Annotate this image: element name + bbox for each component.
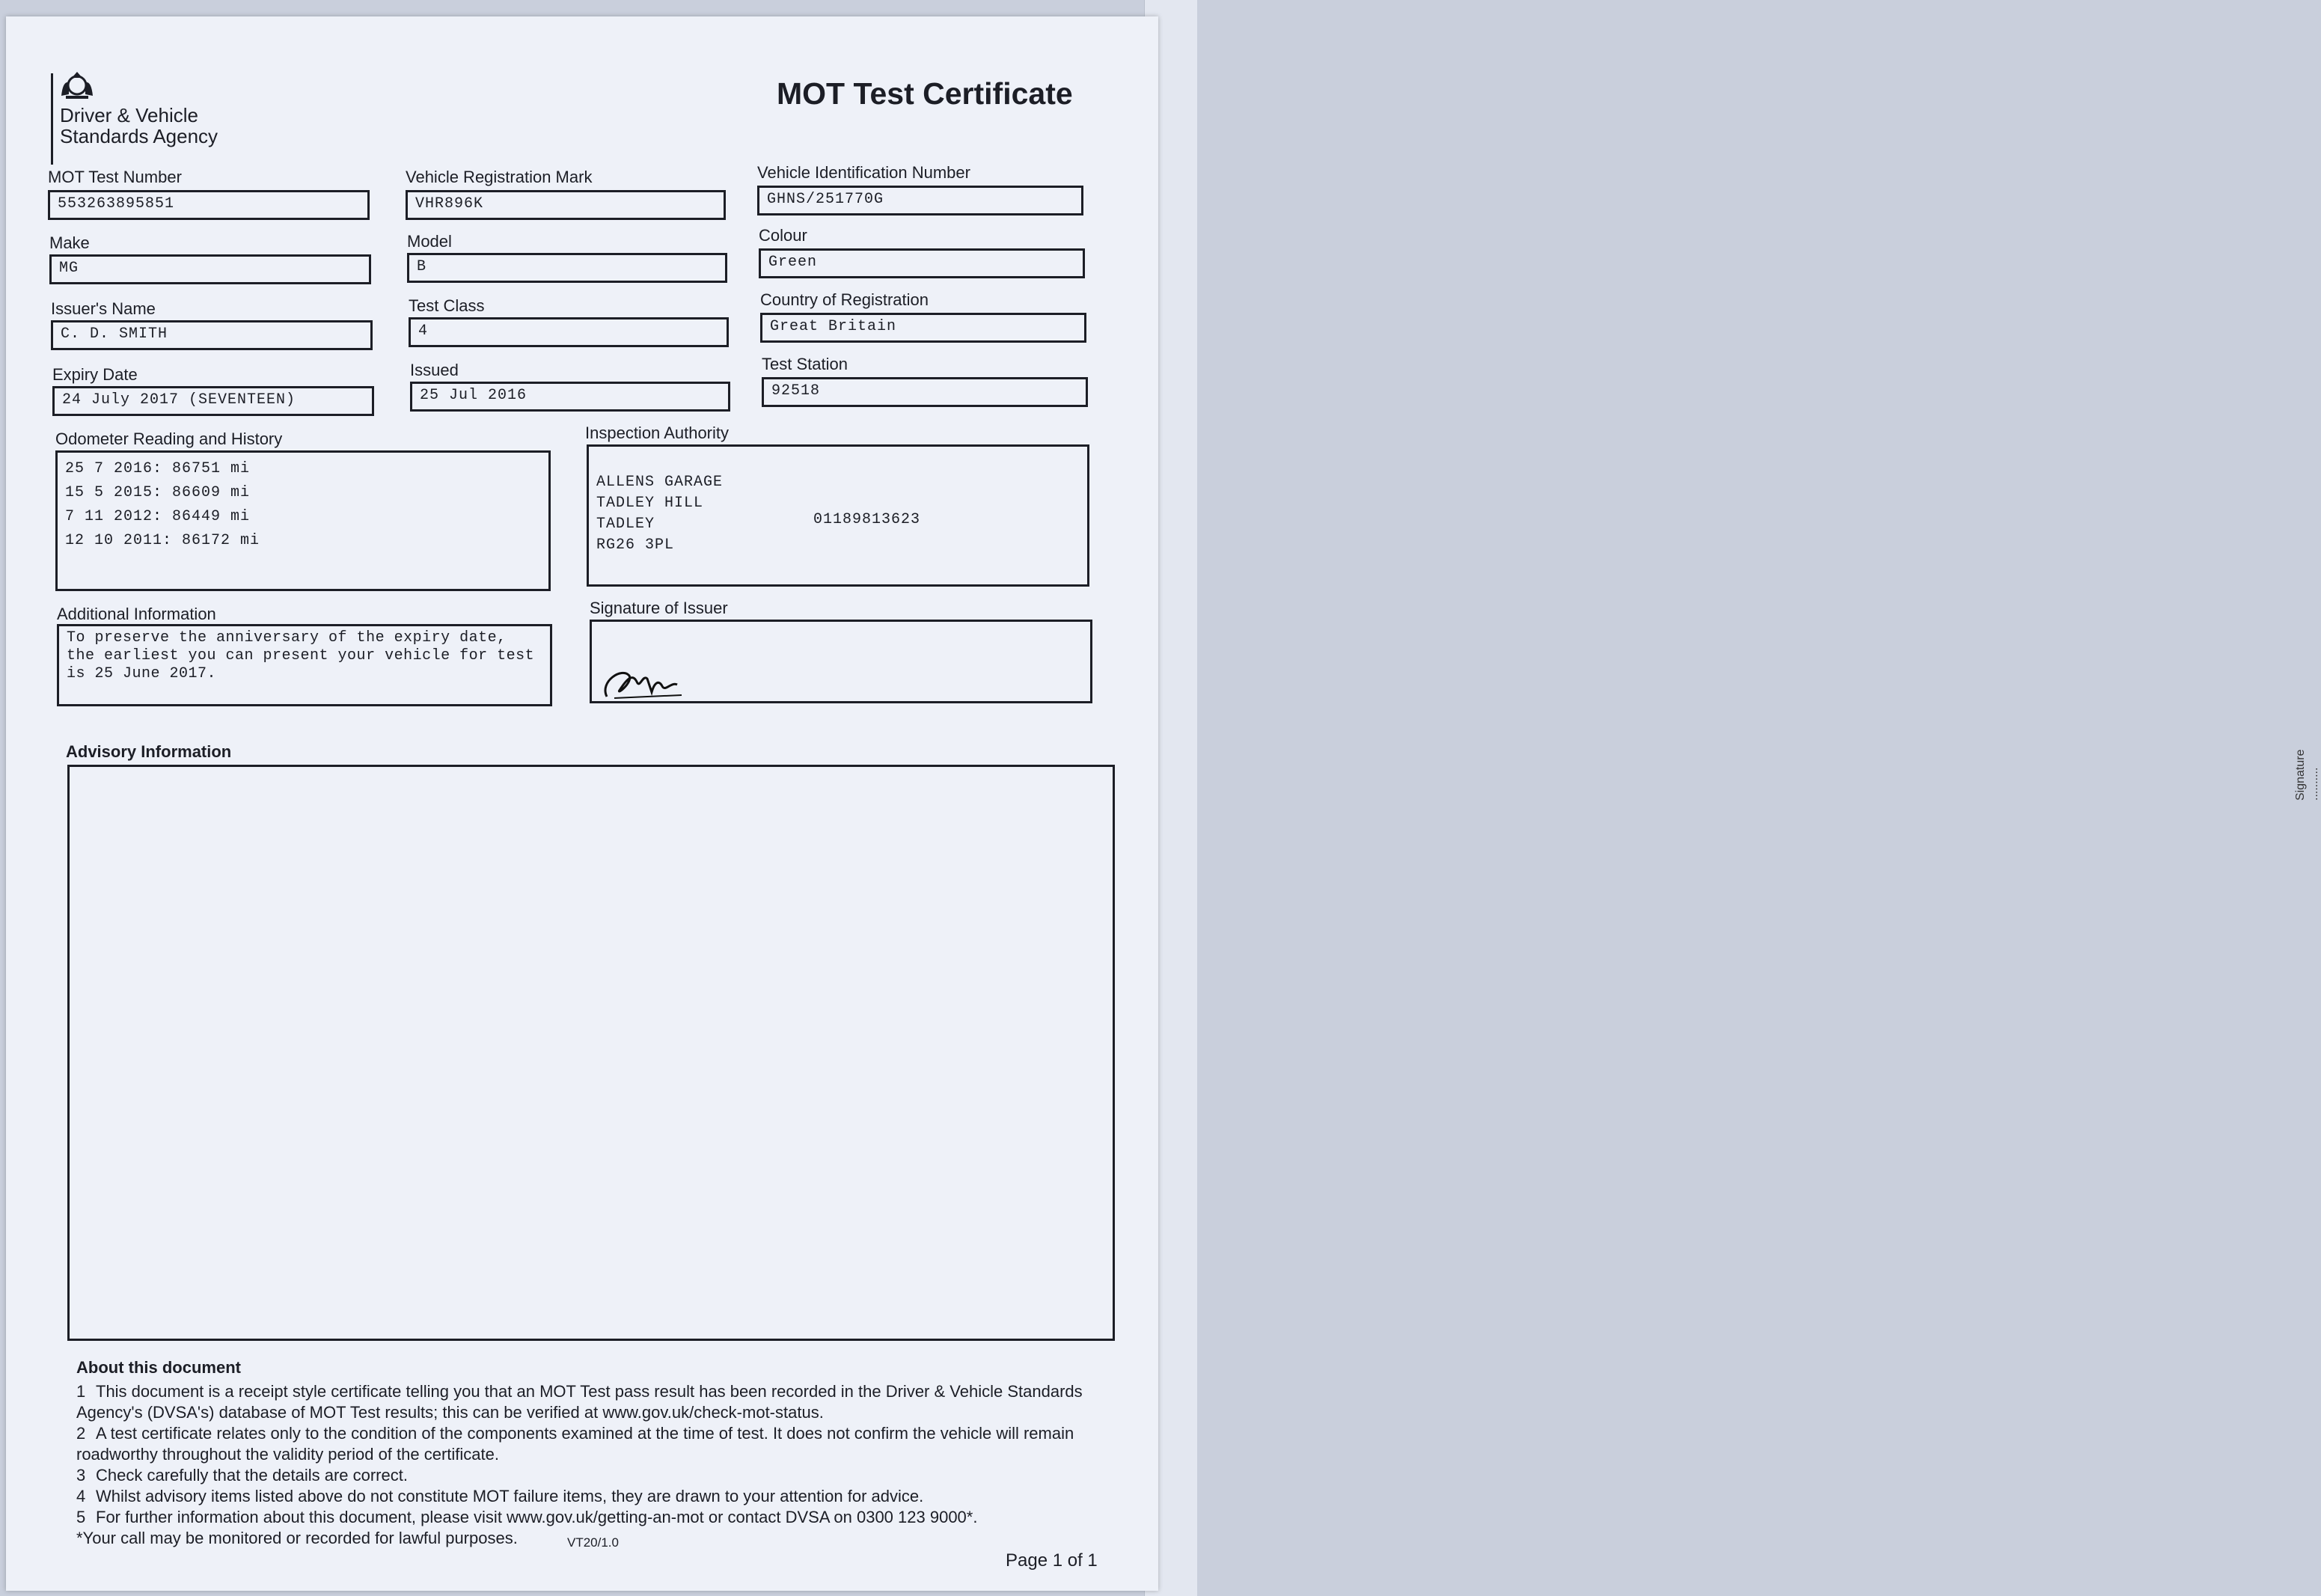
page-number: Page 1 of 1 — [1006, 1550, 1098, 1571]
make-field: MG — [49, 254, 371, 284]
about-item: 5 For further information about this document, please visit www.gov.uk/getting-an-mot or contact DVSA on 0300 123 9000*. — [76, 1508, 978, 1526]
about-section — [76, 1357, 1124, 1549]
odometer-label: Odometer Reading and History — [55, 429, 283, 448]
inspection-authority-box — [587, 444, 1089, 587]
about-item: 2 A test certificate relates only to the condition of the components examined at the time of test. It does not confirm the vehicle will remain roadworthy throughout the validity period of the certificate. — [76, 1424, 1074, 1464]
about-item: 3 Check carefully that the details are correct. — [76, 1466, 408, 1485]
form-code: VT20/1.0 — [567, 1535, 619, 1550]
country-label: Country of Registration — [760, 290, 929, 309]
about-title: About this document — [76, 1358, 241, 1377]
certificate-page — [6, 16, 1158, 1591]
vin-label: Vehicle Identification Number — [757, 163, 970, 182]
additional-info-label: Additional Information — [57, 605, 216, 623]
issued-field: 25 Jul 2016 — [410, 382, 730, 412]
test-class-field: 4 — [409, 317, 729, 347]
mot-test-number-field: 553263895851 — [48, 190, 370, 220]
logo-rule — [51, 73, 53, 165]
agency-name: Driver & Vehicle Standards Agency — [60, 104, 218, 147]
issued-label: Issued — [410, 361, 459, 379]
inspection-authority-label: Inspection Authority — [585, 424, 730, 442]
inspection-authority-phone: 01189813623 — [813, 511, 921, 528]
test-class-label: Test Class — [409, 296, 485, 315]
odometer-history-box: 25 7 2016: 86751 mi 15 5 2015: 86609 mi 7 11 2012: 86449 mi 12 10 2011: 86172 mi — [55, 450, 551, 591]
issuer-name-label: Issuer's Name — [51, 299, 156, 318]
test-station-label: Test Station — [762, 355, 848, 373]
vrm-label: Vehicle Registration Mark — [406, 168, 593, 186]
about-item: 4 Whilst advisory items listed above do not constitute MOT failure items, they are drawn to your attention for advice. — [76, 1487, 924, 1505]
additional-info-box: To preserve the anniversary of the expiry date, the earliest you can present your vehicle for test is 25 June 2017. — [57, 624, 552, 706]
test-station-field: 92518 — [762, 377, 1088, 407]
vrm-field: VHR896K — [406, 190, 726, 220]
about-footnote: *Your call may be monitored or recorded for lawful purposes. — [76, 1529, 518, 1547]
expiry-date-field: 24 July 2017 (SEVENTEEN) — [52, 386, 374, 416]
advisory-label: Advisory Information — [66, 742, 232, 761]
edge-signature-text: Signature .......... — [2294, 749, 2320, 801]
country-field: Great Britain — [760, 313, 1086, 343]
expiry-date-label: Expiry Date — [52, 365, 138, 384]
royal-crest-icon — [58, 70, 96, 100]
about-item: 1 This document is a receipt style certificate telling you that an MOT Test pass result has been recorded in the Driver & Vehicle Standards Agency's (DVSA's) database of MOT Test results; this can be verified at www.gov.uk/check-mot-status. — [76, 1382, 1083, 1422]
signature-box — [590, 620, 1092, 703]
page-title: MOT Test Certificate — [777, 76, 1073, 111]
model-label: Model — [407, 232, 452, 251]
inspection-authority-address: ALLENS GARAGE TADLEY HILL TADLEY RG26 3PL — [596, 474, 724, 554]
model-field: B — [407, 253, 727, 283]
advisory-box — [67, 765, 1115, 1341]
issuer-signature — [599, 659, 689, 701]
colour-field: Green — [759, 248, 1085, 278]
make-label: Make — [49, 233, 90, 252]
issuer-name-field: C. D. SMITH — [51, 320, 373, 350]
signature-label: Signature of Issuer — [590, 599, 728, 617]
vin-field: GHNS/251770G — [757, 186, 1083, 215]
mot-test-number-label: MOT Test Number — [48, 168, 182, 186]
colour-label: Colour — [759, 226, 807, 245]
